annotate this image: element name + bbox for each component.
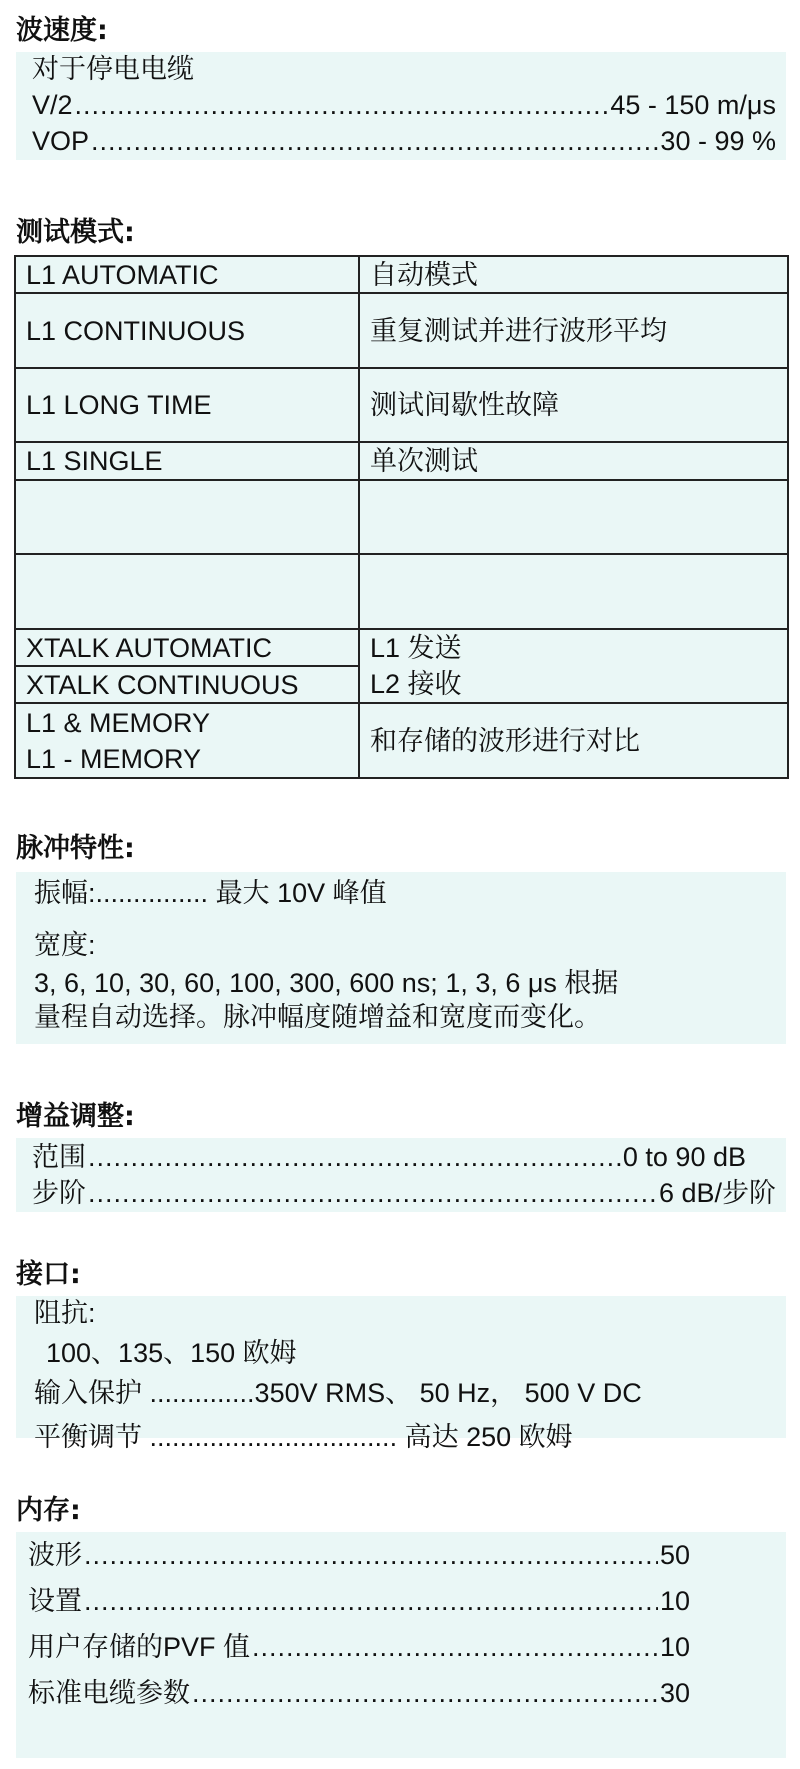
table-row-empty (15, 554, 788, 629)
dot-leader: ................................. (149, 1422, 398, 1452)
spec-value: 10 (659, 1632, 690, 1662)
mode-cell: XTALK AUTOMATIC (15, 629, 359, 666)
spec-label: 用户存储的PVF 值 (28, 1632, 251, 1662)
balance-adjust-row (34, 1420, 573, 1454)
spec-label: 范围 (32, 1142, 86, 1172)
spec-value: 50 (659, 1540, 690, 1570)
spec-row-gain-step (16, 1176, 786, 1210)
section-title-wave-speed: 波速度: (16, 15, 108, 46)
spec-value: 0 to 90 dB (622, 1142, 746, 1172)
pulse-amplitude-row (34, 876, 387, 910)
wave-speed-box (16, 52, 786, 160)
dot-leader: ............... (95, 878, 209, 908)
mode-line: L1 & MEMORY (26, 707, 211, 738)
spec-label: 平衡调节 (34, 1422, 150, 1452)
section-title-memory: 内存: (16, 1495, 81, 1526)
mode-cell: L1 CONTINUOUS (15, 293, 359, 368)
table-row (15, 256, 788, 293)
spec-label: 标准电缆参数 (28, 1678, 190, 1708)
spec-value: 45 - 150 m/μs (610, 90, 776, 120)
section-title-interface: 接口: (16, 1259, 81, 1290)
desc-cell: 测试间歇性故障 (359, 368, 788, 442)
table-row-xtalk (15, 629, 788, 666)
mode-cell: L1 AUTOMATIC (15, 256, 359, 293)
desc-line: L1 发送 (370, 633, 462, 663)
impedance-value: 100、135、150 欧姆 (46, 1338, 297, 1368)
section-title-pulse: 脉冲特性: (16, 833, 135, 864)
spec-row-waveforms (16, 1538, 786, 1572)
dot-leader (84, 1538, 658, 1572)
dot-leader (91, 124, 658, 158)
test-modes-table (14, 255, 789, 779)
spec-value: 30 - 99 % (660, 126, 776, 156)
spec-label: VOP (32, 126, 90, 156)
impedance-label: 阻抗: (34, 1298, 96, 1328)
memory-box (16, 1532, 786, 1758)
spec-row-setups (16, 1584, 786, 1618)
pulse-width-label: 宽度: (34, 930, 96, 960)
dot-leader (75, 88, 609, 122)
empty-cell (359, 480, 788, 554)
spec-value: 10 (659, 1586, 690, 1616)
spec-label: 输入保护 (34, 1378, 150, 1408)
pulse-width-line2: 量程自动选择。脉冲幅度随增益和宽度而变化。 (34, 1002, 601, 1032)
mode-cell: L1 LONG TIME (15, 368, 359, 442)
spec-row-vop (16, 124, 786, 158)
dot-leader: .............. (149, 1378, 255, 1408)
table-row-empty (15, 480, 788, 554)
pulse-box (16, 872, 786, 1044)
mode-cell: XTALK CONTINUOUS (15, 666, 359, 703)
dot-leader (84, 1584, 658, 1618)
desc-cell: 自动模式 (359, 256, 788, 293)
mode-line: L1 - MEMORY (26, 743, 202, 774)
section-title-gain: 增益调整: (16, 1101, 135, 1132)
section-title-test-modes: 测试模式: (16, 217, 135, 248)
dot-leader (252, 1630, 658, 1664)
spec-label: 设置 (28, 1586, 82, 1616)
empty-cell (15, 480, 359, 554)
wave-speed-subtitle: 对于停电电缆 (32, 54, 194, 84)
spec-label: 波形 (28, 1540, 82, 1570)
dot-leader (88, 1140, 621, 1174)
spec-row-gain-range (16, 1140, 786, 1174)
desc-cell-xtalk (359, 629, 788, 703)
gain-box (16, 1138, 786, 1212)
spec-row-v2 (16, 88, 786, 122)
input-protection-row (34, 1376, 642, 1410)
desc-cell: 单次测试 (359, 442, 788, 480)
spec-value: 30 (659, 1678, 690, 1708)
amplitude-value: 最大 10V 峰值 (215, 878, 387, 908)
spec-row-cable-params (16, 1676, 786, 1710)
interface-box (16, 1296, 786, 1452)
pulse-width-line1: 3, 6, 10, 30, 60, 100, 300, 600 ns; 1, 3, 6 μs 根据 (34, 968, 619, 998)
desc-cell: 和存储的波形进行对比 (359, 703, 788, 778)
dot-leader (88, 1176, 657, 1210)
table-row-memory (15, 703, 788, 778)
empty-cell (15, 554, 359, 629)
desc-line: L2 接收 (370, 669, 462, 699)
spec-value: 6 dB/步阶 (658, 1178, 776, 1208)
spec-value: 高达 250 欧姆 (397, 1422, 573, 1452)
spec-label: 步阶 (32, 1178, 86, 1208)
spec-value: 350V RMS、 50 Hz， 500 V DC (254, 1378, 642, 1408)
spec-label: V/2 (32, 90, 73, 120)
desc-cell: 重复测试并进行波形平均 (359, 293, 788, 368)
table-row (15, 368, 788, 442)
mode-cell: L1 SINGLE (15, 442, 359, 480)
empty-cell (359, 554, 788, 629)
dot-leader (192, 1676, 658, 1710)
table-row (15, 293, 788, 368)
mode-cell-memory (15, 703, 359, 778)
table-row (15, 442, 788, 480)
spec-row-user-pvf (16, 1630, 786, 1664)
amplitude-label: 振幅: (34, 878, 96, 908)
